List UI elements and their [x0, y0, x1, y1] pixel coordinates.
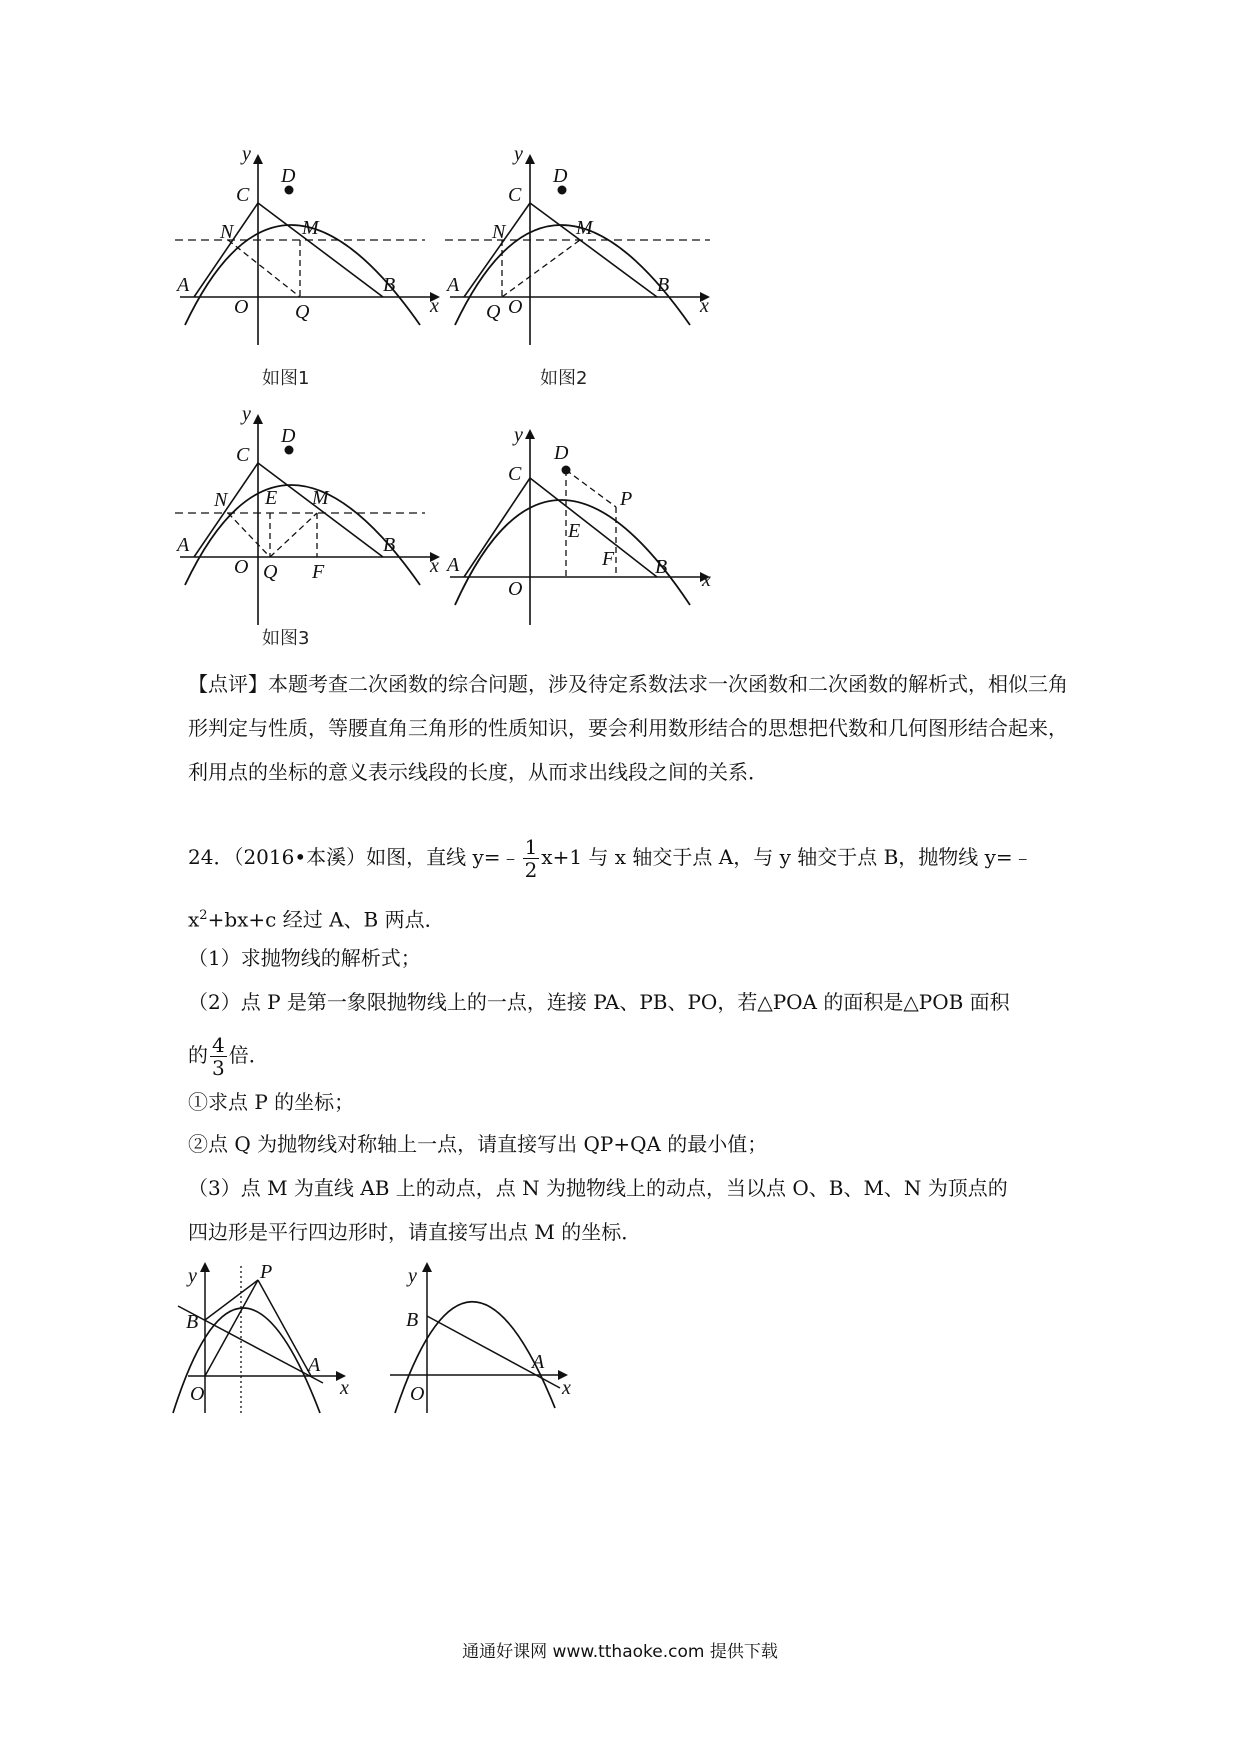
dashed-nq: [228, 513, 270, 557]
label-o: O: [508, 578, 523, 600]
label-c: C: [508, 184, 522, 206]
fraction-four-thirds: $\frac{4}{3}$: [212, 1033, 225, 1080]
label-c: C: [236, 184, 250, 206]
line-cb: [258, 463, 383, 557]
line-ac: [464, 478, 530, 577]
dashed-nq: [228, 240, 300, 297]
line-pa: [258, 1280, 311, 1376]
label-e: E: [568, 520, 581, 542]
label-o: O: [190, 1383, 205, 1405]
label-y: y: [242, 143, 251, 165]
label-d: D: [554, 442, 569, 464]
question-2: （2）点 P 是第一象限抛物线上的一点，连接 PA、PB、PO，若△POA 的面积是△POB 面积: [188, 990, 1010, 1014]
label-x: x: [562, 1377, 571, 1399]
label-a: A: [447, 554, 460, 576]
question-2-continued: 的 $\frac{4}{3}$ 倍．: [188, 1033, 269, 1080]
label-d: D: [281, 425, 296, 447]
label-f: F: [602, 548, 615, 570]
label-a: A: [532, 1351, 545, 1373]
label-b: B: [657, 274, 670, 296]
question-2-2: ②点 Q 为抛物线对称轴上一点，请直接写出 QP+QA 的最小值；: [188, 1132, 768, 1156]
figure-2-caption: 如图2: [540, 368, 588, 389]
label-c: C: [236, 444, 250, 466]
label-n: N: [220, 221, 234, 243]
line-cb: [530, 203, 657, 297]
review-text: 本题考查二次函数的综合问题，涉及待定系数法求一次函数和二次函数的解析式，相似三角形判定与性质，等腰直角三角形的性质知识，要会利用数形结合的思想把代数和几何图形结合起来，利用点的坐标的意义表示线段的长度，从而求出线段之间的关系．: [188, 672, 1068, 784]
fraction-half: $\frac{1}{2}$: [524, 835, 538, 882]
page-footer: 通通好课网 www.tthaoke.com 提供下载: [462, 1642, 778, 1662]
label-o: O: [234, 296, 249, 318]
label-q: Q: [486, 301, 501, 323]
label-y: y: [514, 424, 523, 446]
label-b: B: [655, 556, 668, 578]
label-d: D: [553, 165, 568, 187]
label-n: N: [214, 489, 228, 511]
label-x: x: [340, 1377, 349, 1399]
label-y: y: [408, 1265, 417, 1287]
label-x: x: [702, 569, 711, 591]
label-a: A: [177, 274, 190, 296]
figure-3-caption: 如图3: [262, 628, 310, 649]
dashed-qm: [502, 240, 580, 297]
review-paragraph: [188, 662, 1068, 794]
figure-2: [447, 143, 750, 350]
label-b: B: [406, 1309, 419, 1331]
label-x: x: [700, 295, 709, 317]
label-m: M: [312, 487, 329, 509]
label-y: y: [242, 403, 251, 425]
question-2-1: ①求点 P 的坐标；: [188, 1090, 355, 1114]
line-op: [205, 1280, 258, 1376]
problem-number: 24．（2016•本溪）如图，直线 y=﹣: [188, 845, 521, 869]
label-o: O: [508, 296, 523, 318]
label-q: Q: [295, 301, 310, 323]
label-m: M: [302, 217, 319, 239]
label-b: B: [186, 1311, 199, 1333]
dashed-qm: [270, 513, 317, 557]
question-1: （1）求抛物线的解析式；: [188, 946, 421, 970]
label-o: O: [410, 1383, 425, 1405]
label-x: x: [430, 295, 439, 317]
label-n: N: [492, 221, 506, 243]
review-tag: 【点评】: [188, 672, 268, 696]
label-a: A: [177, 534, 190, 556]
line-ac: [194, 203, 258, 297]
figure-3: [177, 403, 480, 630]
figure-6: [390, 1258, 600, 1418]
problem-line-1: [188, 836, 1033, 881]
figure-1: [177, 143, 480, 350]
figure-4: [447, 424, 750, 630]
parabola: [455, 500, 690, 605]
line-cb: [258, 203, 383, 297]
label-o: O: [234, 556, 249, 578]
label-y: y: [514, 143, 523, 165]
label-q: Q: [263, 561, 278, 583]
problem-line-1-rest: x+1 与 x 轴交于点 A，与 y 轴交于点 B，抛物线 y=﹣: [541, 845, 1033, 869]
label-x: x: [430, 555, 439, 577]
label-y: y: [188, 1265, 197, 1287]
label-m: M: [576, 217, 593, 239]
label-a: A: [308, 1354, 321, 1376]
problem-line-2: $x^2+bx+c$ 经过 A、B 两点．: [188, 907, 445, 932]
question-3-continued: 四边形是平行四边形时，请直接写出点 M 的坐标．: [188, 1220, 642, 1244]
line-ab: [178, 1306, 323, 1383]
figure-5: [168, 1258, 368, 1418]
label-c: C: [508, 463, 522, 485]
figure-1-caption: 如图1: [262, 368, 310, 389]
label-f: F: [312, 561, 325, 583]
point-d: [562, 466, 571, 475]
label-p: P: [620, 488, 633, 510]
label-e: E: [265, 487, 278, 509]
line-cb: [530, 478, 657, 577]
label-d: D: [281, 165, 296, 187]
label-a: A: [447, 274, 460, 296]
label-p: P: [260, 1261, 273, 1283]
label-b: B: [383, 274, 396, 296]
question-3: （3）点 M 为直线 AB 上的动点，点 N 为抛物线上的动点，当以点 O、B、M、N 为顶点的: [188, 1176, 1008, 1200]
line-ac: [464, 203, 530, 297]
line-bp: [205, 1280, 258, 1320]
label-b: B: [383, 534, 396, 556]
